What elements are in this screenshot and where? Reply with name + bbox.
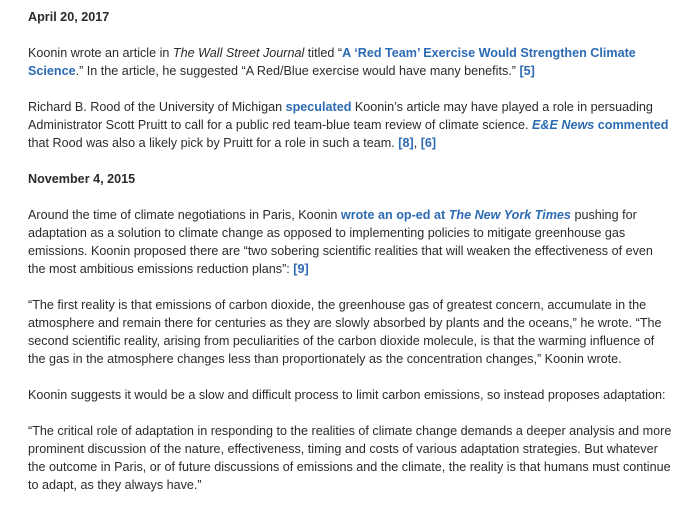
publication-name: The Wall Street Journal: [172, 46, 305, 60]
entry-date: November 4, 2015: [28, 172, 136, 186]
entry-date: April 20, 2017: [28, 10, 110, 24]
paragraph-rood: [28, 98, 673, 152]
text: Richard B. Rood of the University of Michigan: [28, 100, 286, 114]
wsj-article-link[interactable]: A ‘Red Team’ Exercise Would Strengthen Climate Science: [28, 46, 636, 78]
oped-text: wrote an op-ed at: [340, 208, 449, 222]
ee-news-commented-link[interactable]: [532, 118, 668, 132]
text: pushing for adaptation as a solution to climate change as opposed to implementing policies to mitigate greenhouse gas emissions. Koonin proposed there are “two sobering scientific realities that will weaken the effectiveness of even the most ambitious emissions reduction plans”:: [28, 208, 653, 276]
quote-adaptation: “The critical role of adaptation in responding to the realities of climate change demands a deeper analysis and more prominent discussion of the nature, effectiveness, timing and costs of various adaptation strategies. But whatever the outcome in Paris, or of future discussions of emissions and the climate, the reality is that humans must continue to adapt, as they always have.”: [28, 424, 672, 492]
reference-link-8[interactable]: [8]: [398, 136, 414, 150]
reference-link-5[interactable]: [5]: [519, 64, 535, 78]
commented-text: commented: [594, 118, 669, 132]
text: .” In the article, he suggested “A Red/Blue exercise would have many benefits.”: [75, 64, 520, 78]
paragraph-adaptation: Koonin suggests it would be a slow and difficult process to limit carbon emissions, so instead proposes adaptation:: [28, 388, 666, 402]
reference-link-6[interactable]: [6]: [420, 136, 437, 150]
ee-news-name: E&E News: [531, 118, 595, 132]
text: that Rood was also a likely pick by Pruitt for a role in such a team.: [28, 136, 399, 150]
text: Around the time of climate negotiations in Paris, Koonin: [28, 208, 341, 222]
nyt-name: The New York Times: [448, 208, 571, 222]
text: Koonin’s article may have played a role in persuading Administrator Scott Pruitt to call for a public red team-blue team review of climate science.: [28, 100, 653, 132]
reference-link-9[interactable]: [9]: [293, 262, 309, 276]
text: ,: [413, 136, 421, 150]
paragraph-wsj-article: [28, 44, 673, 80]
paragraph-nyt-oped: [28, 206, 673, 278]
nyt-oped-link[interactable]: [341, 208, 571, 222]
text: Koonin wrote an article in: [28, 46, 173, 60]
speculated-link[interactable]: speculated: [285, 100, 352, 114]
quote-first-reality: “The first reality is that emissions of carbon dioxide, the greenhouse gas of greatest concern, accumulate in the atmosphere and remain there for centuries as they are slowly absorbed by plants and the oceans,” he wrote. “The second scientific reality, arising from peculiarities of the carbon dioxide molecule, is that the warming influence of the gas in the atmosphere changes less than proportionately as the concentration changes,” Koonin wrote.: [28, 298, 662, 366]
text: titled “: [304, 46, 343, 60]
